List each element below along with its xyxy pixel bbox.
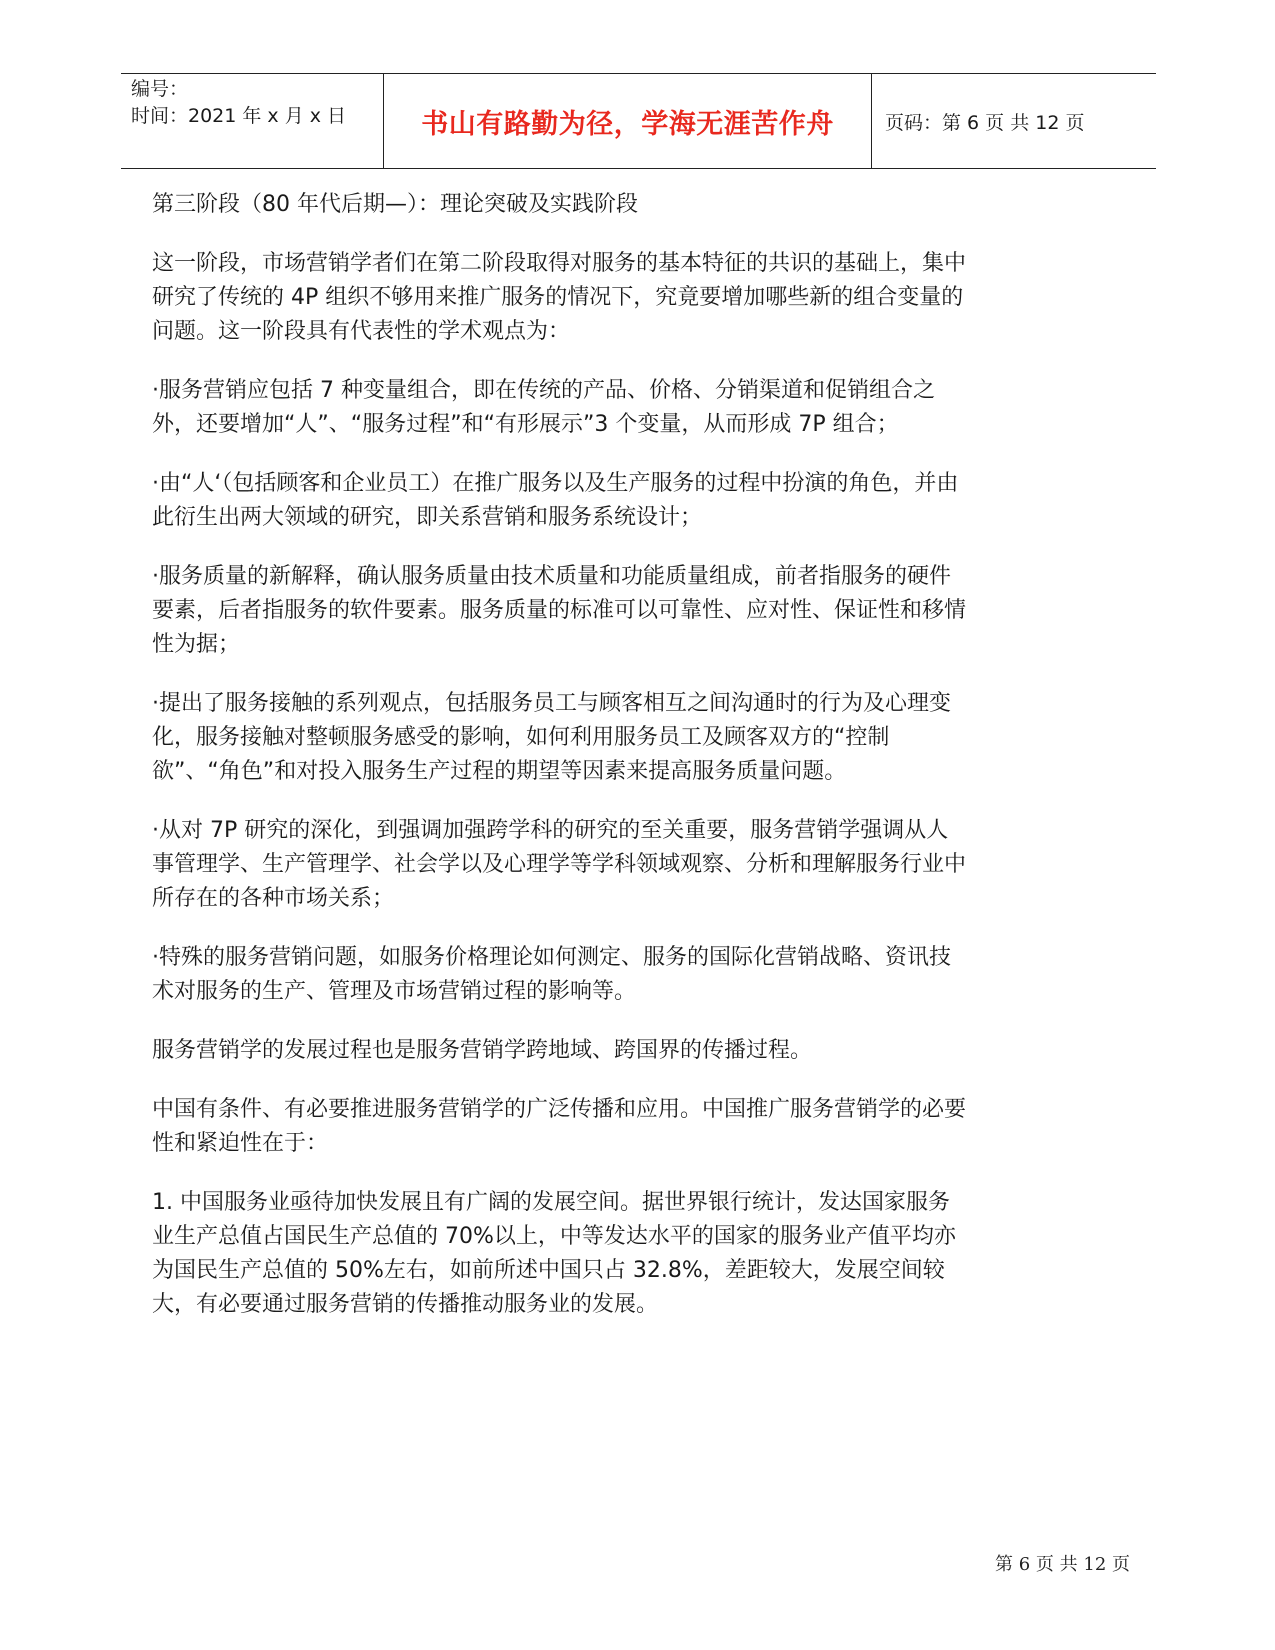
paragraph-intro: 这一阶段，市场营销学者们在第二阶段取得对服务的基本特征的共识的基础上，集中研究了传统的 4P 组织不够用来推广服务的情况下，究竟要增加哪些新的组合变量的问题。这一阶段具有代表性的学术观点为： (152, 251, 967, 344)
header-meta (131, 74, 371, 168)
paragraph-diffusion: 服务营销学的发展过程也是服务营销学跨地域、跨国界的传播过程。 (152, 1038, 813, 1063)
page-header (121, 73, 1156, 169)
document-number-label: 编号： (131, 78, 189, 100)
document-time-label: 时间：2021 年 x 月 x 日 (131, 105, 347, 127)
page-footer: 第 6 页 共 12 页 (995, 1554, 1130, 1575)
header-motto: 书山有路勤为径，学海无涯苦作舟 (421, 108, 834, 140)
bullet-special-issues: ·特殊的服务营销问题，如服务价格理论如何测定、服务的国际化营销战略、资讯技术对服务的生产、管理及市场营销过程的影响等。 (152, 945, 951, 1004)
bullet-7p: ·服务营销应包括 7 种变量组合，即在传统的产品、价格、分销渠道和促销组合之外，还要增加“人”、“服务过程”和“有形展示”3 个变量，从而形成 7P 组合； (152, 378, 935, 437)
bullet-people: ·由“人‘（包括顾客和企业员工）在推广服务以及生产服务的过程中扮演的角色，并由此衍生出两大领域的研究，即关系营销和服务系统设计； (152, 471, 959, 530)
bullet-service-quality: ·服务质量的新解释，确认服务质量由技术质量和功能质量组成，前者指服务的硬件要素，后者指服务的软件要素。服务质量的标准可以可靠性、应对性、保证性和移情性为据； (152, 564, 967, 657)
paragraph-point-1: 1. 中国服务业亟待加快发展且有广阔的发展空间。据世界银行统计，发达国家服务业生产总值占国民生产总值的 70%以上，中等发达水平的国家的服务业产值平均亦为国民生产总值的 50%左右，如前所述中国只占 32.8%，差距较大，发展空间较大，有必要通过服务营销的传播推动服务业的发展。 (152, 1190, 956, 1317)
section-heading: 第三阶段（80 年代后期—）：理论突破及实践阶段 (152, 192, 638, 217)
paragraph-china: 中国有条件、有必要推进服务营销学的广泛传播和应用。中国推广服务营销学的必要性和紧迫性在于： (152, 1097, 967, 1156)
header-page-info: 页码：第 6 页 共 12 页 (885, 111, 1085, 134)
header-divider-right (871, 74, 872, 168)
bullet-service-encounter: ·提出了服务接触的系列观点，包括服务员工与顾客相互之间沟通时的行为及心理变化，服务接触对整顿服务感受的影响，如何利用服务员工及顾客双方的“控制欲”、“角色”和对投入服务生产过程的期望等因素来提高服务质量问题。 (152, 691, 951, 784)
document-body (152, 188, 967, 1347)
bullet-interdisciplinary: ·从对 7P 研究的深化，到强调加强跨学科的研究的至关重要，服务营销学强调从人事管理学、生产管理学、社会学以及心理学等学科领域观察、分析和理解服务行业中所存在的各种市场关系； (152, 818, 967, 911)
